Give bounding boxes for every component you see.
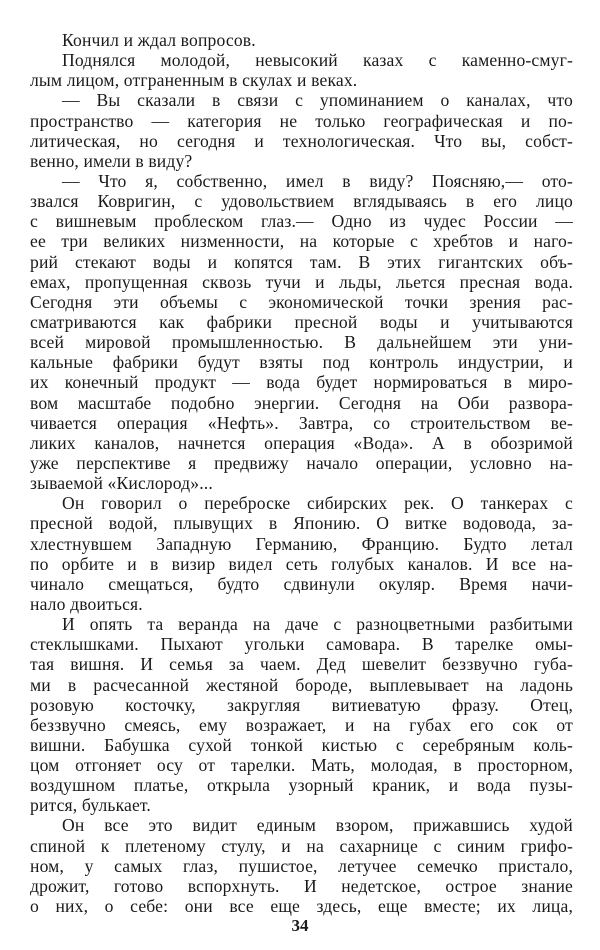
text-line: сматриваются как фабрики пресной воды и учитываются — [30, 311, 573, 332]
text-line: воздушном платье, открыла узорный краник, и вода пузы- — [30, 775, 573, 796]
text-line: звался Ковригин, с удовольствием вглядываясь в его лицо — [30, 191, 573, 212]
text-line: ее три великих низменности, на которые с хребтов и наго- — [30, 231, 573, 252]
text-line: по орбите и в визир видел сеть голубых каналов. И все на- — [30, 553, 573, 574]
text-line: Поднялся молодой, невысокий казах с каменно-смуг- — [62, 50, 573, 71]
text-line: чивается операция «Нефть». Завтра, со строительством ве- — [30, 412, 573, 433]
text-line: уже перспективе я предвижу начало операции, условно на- — [30, 452, 573, 473]
page-number: 34 — [291, 916, 309, 935]
text-line: рий стекают воды и копятся там. В этих гигантских объ- — [30, 251, 573, 272]
text-line: нало двоиться. — [30, 593, 143, 614]
text-line: пресной водой, плывущих в Японию. О витке водовода, за- — [30, 513, 573, 534]
text-line: розовую косточку, закругляя витиеватую фразу. Отец, — [30, 694, 573, 715]
page-text — [30, 30, 573, 916]
text-line: тая вишня. И семья за чаем. Дед шевелит беззвучно губа- — [30, 654, 573, 675]
text-line: кальные фабрики будут взяты под контроль индустрии, и — [30, 352, 573, 373]
text-line: с вишневым проблеском глаз.— Одно из чудес России — — [30, 211, 573, 232]
text-line: стеклышками. Пыхают угольки самовара. В тарелке омы- — [30, 634, 573, 655]
text-line: вом масштабе подобно энергии. Сегодня на Оби развора- — [30, 392, 573, 413]
text-line: беззвучно смеясь, ему возражает, и на губах его сок от — [30, 714, 573, 735]
text-line: пространство — категория не только географическая и по- — [30, 110, 573, 131]
text-line: И опять та веранда на даче с разноцветными разбитыми — [62, 614, 573, 635]
text-line: — Вы сказали в связи с упоминанием о каналах, что — [62, 90, 573, 111]
paragraph-5 — [30, 493, 573, 614]
paragraph-3 — [30, 90, 573, 171]
text-line: спиной к плетеному стулу, и на сахарнице с синим грифо- — [30, 835, 573, 856]
text-line: Он говорил о переброске сибирских рек. О танкерах с — [62, 493, 573, 514]
text-line: литическая, но сегодня и технологическая. Что вы, собст- — [30, 130, 573, 151]
text-line: — Что я, собственно, имел в виду? Поясняю,— ото- — [62, 170, 573, 191]
text-line: ликих каналов, начнется операция «Вода». А в обозримой — [30, 432, 573, 453]
text-line: чинало смещаться, будто сдвинули окуляр. Время начи- — [30, 573, 573, 594]
paragraph-6 — [30, 614, 573, 815]
text-line: Он все это видит единым взором, прижавшись худой — [62, 815, 573, 836]
text-line: зываемой «Кислород»... — [30, 473, 213, 494]
text-line: рится, булькает. — [30, 795, 151, 816]
text-line: вишни. Бабушка сухой тонкой кистью с серебряным коль- — [30, 734, 573, 755]
text-line: их конечный продукт — вода будет нормироваться в миро- — [30, 372, 573, 393]
text-line: ном, у самых глаз, пушистое, летучее семечко пристало, — [30, 855, 573, 876]
text-line: всей мировой промышленностью. В дальнейшем эти уни- — [30, 332, 573, 353]
paragraph-1 — [30, 30, 573, 50]
text-line: венно, имели в виду? — [30, 150, 193, 171]
paragraph-4 — [30, 171, 573, 493]
text-line: емах, пропущенная сквозь тучи и льды, льется пресная вода. — [30, 271, 573, 292]
text-line: цом отгоняет осу от тарелки. Мать, молодая, в просторном, — [30, 755, 573, 776]
text-line: хлестнувшем Западную Германию, Францию. Будто летал — [30, 533, 573, 554]
text-line: дрожит, готово вспорхнуть. И недетское, острое знание — [30, 875, 573, 896]
paragraph-2 — [30, 50, 573, 90]
text-line: Сегодня эти объемы с экономической точки зрения рас- — [30, 291, 573, 312]
text-line: лым лицом, отграненным в скулах и веках. — [30, 70, 358, 91]
text-line: о них, о себе: они все еще здесь, еще вместе; их лица, — [30, 896, 573, 917]
text-line: ми в расчесанной жестяной бороде, выплевывает на ладонь — [30, 674, 573, 695]
text-line: Кончил и ждал вопросов. — [62, 30, 256, 50]
paragraph-7 — [30, 815, 573, 916]
